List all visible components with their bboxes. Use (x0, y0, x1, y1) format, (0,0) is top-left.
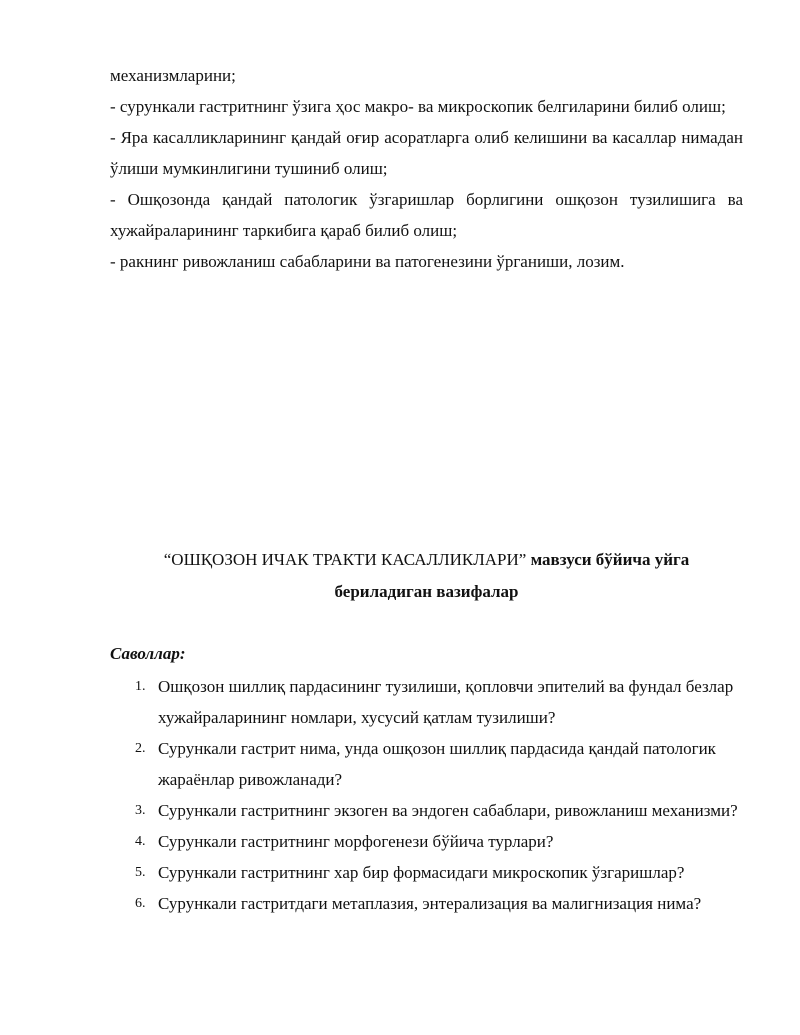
item-text: Сурункали гастритнинг хар бир формасидаги микроскопик ўзгаришлар? (158, 863, 685, 882)
title-topic: “ОШҚОЗОН ИЧАК ТРАКТИ КАСАЛЛИКЛАРИ” (163, 550, 527, 569)
item-number: 4. (135, 834, 146, 849)
questions-list (110, 671, 750, 919)
item-text: Сурункали гастритдаги метаплазия, энтерализация ва малигнизация нима? (158, 894, 702, 913)
list-item (110, 795, 750, 826)
questions-heading: Саволлар: (110, 644, 186, 663)
title-rest: мавзуси бўйича уйга (526, 550, 690, 569)
section-title (110, 544, 743, 608)
item-number: 6. (135, 896, 146, 911)
item-text: Сурункали гастритнинг морфогенези бўйича турлари? (158, 832, 554, 851)
item-text: Ошқозон шиллиқ пардасининг тузилиши, қопловчи эпителий ва фундал безлар хужайраларининг номлари, хусусий қатлам тузилиши? (158, 677, 734, 727)
item-number: 5. (135, 865, 146, 880)
item-text: Сурункали гастрит нима, унда ошқозон шиллиқ пардасида қандай патологик жараёнлар ривожланади? (158, 739, 716, 789)
item-text: Сурункали гастритнинг экзоген ва эндоген сабаблари, ривожланиш механизми? (158, 801, 738, 820)
item-number: 3. (135, 803, 146, 818)
item-number: 2. (135, 741, 146, 756)
objectives-text (110, 60, 743, 277)
paragraph: - ракнинг ривожланиш сабабларини ва патогенезини ўрганиши, лозим. (110, 252, 625, 271)
list-item (110, 671, 750, 733)
list-item (110, 857, 750, 888)
paragraph: - сурункали гастритнинг ўзига ҳос макро- ва микроскопик белгиларини билиб олиш; (110, 97, 726, 116)
title-line-2: бериладиган вазифалар (334, 582, 519, 601)
list-item (110, 888, 750, 919)
paragraph: - Ошқозонда қандай патологик ўзгаришлар борлигини ошқозон тузилишига ва хужайраларининг таркибига қараб билиб олиш; (110, 190, 743, 240)
paragraph: механизмларини; (110, 66, 236, 85)
list-item (110, 733, 750, 795)
paragraph: - Яра касалликларининг қандай оғир асоратларга олиб келишини ва касаллар нимадан ўлиши мумкинлигини тушиниб олиш; (110, 128, 743, 178)
item-number: 1. (135, 679, 146, 694)
list-item (110, 826, 750, 857)
